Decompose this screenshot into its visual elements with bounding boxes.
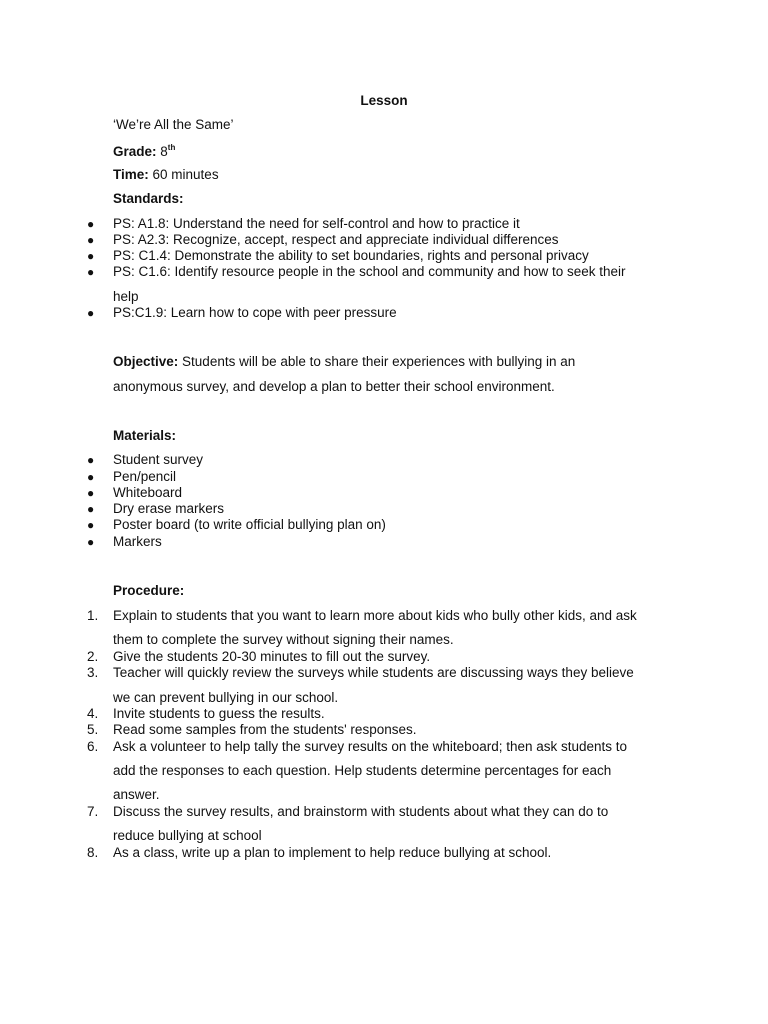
list-item (87, 305, 397, 320)
grade-label: Grade: (113, 144, 157, 159)
step-text-continued: answer. (113, 787, 160, 802)
objective-text: Students will be able to share their experiences with bullying in an (182, 354, 576, 369)
step-text: Read some samples from the students' responses. (113, 722, 417, 737)
step-text: As a class, write up a plan to implement to help reduce bullying at school. (113, 845, 552, 860)
bullet-icon: ● (87, 233, 95, 247)
time-line (113, 167, 219, 182)
time-value: 60 minutes (152, 167, 219, 182)
step-text: Give the students 20-30 minutes to fill out the survey. (113, 649, 431, 664)
step-text: Ask a volunteer to help tally the survey results on the whiteboard; then ask students to (113, 739, 628, 754)
lesson-name: ‘We’re All the Same’ (113, 117, 234, 132)
step-text-continued: add the responses to each question. Help students determine percentages for each (113, 763, 612, 778)
step-text-continued: reduce bullying at school (113, 828, 262, 843)
standard-text: PS:C1.9: Learn how to cope with peer pressure (113, 305, 397, 320)
list-item (87, 665, 634, 680)
bullet-icon: ● (87, 217, 95, 231)
list-item (87, 469, 176, 484)
bullet-icon: ● (87, 306, 95, 320)
list-item (87, 517, 386, 532)
grade-suffix: th (167, 143, 176, 152)
step-text: Explain to students that you want to learn more about kids who bully other kids, and ask (113, 608, 637, 623)
materials-heading: Materials: (113, 428, 177, 443)
list-item (87, 264, 626, 279)
list-item (87, 608, 637, 623)
material-text: Pen/pencil (113, 469, 177, 484)
material-text: Student survey (113, 452, 204, 467)
list-item (87, 485, 182, 500)
page-title: Lesson (360, 93, 408, 108)
material-text: Whiteboard (113, 485, 183, 500)
bullet-icon: ● (87, 535, 95, 549)
step-text: Discuss the survey results, and brainstorm with students about what they can do to (113, 804, 609, 819)
objective-label: Objective: (113, 354, 179, 369)
bullet-icon: ● (87, 518, 95, 532)
list-item (87, 706, 325, 721)
bullet-icon: ● (87, 249, 95, 263)
step-number: 8. (87, 845, 99, 860)
bullet-icon: ● (87, 502, 95, 516)
step-number: 2. (87, 649, 99, 664)
list-item (87, 534, 162, 549)
standards-heading: Standards: (113, 191, 184, 206)
step-number: 4. (87, 706, 99, 721)
step-text-continued: them to complete the survey without signing their names. (113, 632, 454, 647)
material-text: Markers (113, 534, 162, 549)
bullet-icon: ● (87, 486, 95, 500)
step-number: 7. (87, 804, 99, 819)
bullet-icon: ● (87, 453, 95, 467)
list-item (87, 804, 608, 819)
material-text: Dry erase markers (113, 501, 225, 516)
material-text: Poster board (to write official bullying plan on) (113, 517, 386, 532)
standard-text: PS: C1.6: Identify resource people in the school and community and how to seek their (113, 264, 626, 279)
list-item (87, 722, 416, 737)
objective-line-1 (113, 354, 575, 369)
list-item (87, 845, 551, 860)
list-item (87, 452, 203, 467)
step-text-continued: we can prevent bullying in our school. (113, 690, 339, 705)
step-text: Invite students to guess the results. (113, 706, 325, 721)
objective-line-2: anonymous survey, and develop a plan to better their school environment. (113, 379, 555, 394)
step-number: 6. (87, 739, 99, 754)
list-item (87, 232, 559, 247)
standard-text: PS: A2.3: Recognize, accept, respect and appreciate individual differences (113, 232, 559, 247)
standard-text: PS: C1.4: Demonstrate the ability to set boundaries, rights and personal privacy (113, 248, 589, 263)
grade-line (113, 143, 175, 159)
list-item (87, 649, 430, 664)
list-item (87, 216, 520, 231)
procedure-heading: Procedure: (113, 583, 185, 598)
list-item (87, 248, 589, 263)
list-item (87, 739, 627, 754)
bullet-icon: ● (87, 265, 95, 279)
grade-value: 8 (160, 144, 168, 159)
step-number: 5. (87, 722, 99, 737)
step-text: Teacher will quickly review the surveys while students are discussing ways they believe (113, 665, 634, 680)
bullet-icon: ● (87, 470, 95, 484)
time-label: Time: (113, 167, 149, 182)
step-number: 1. (87, 608, 99, 623)
standard-text-continued: help (113, 289, 139, 304)
list-item (87, 501, 224, 516)
step-number: 3. (87, 665, 99, 680)
standard-text: PS: A1.8: Understand the need for self-control and how to practice it (113, 216, 520, 231)
